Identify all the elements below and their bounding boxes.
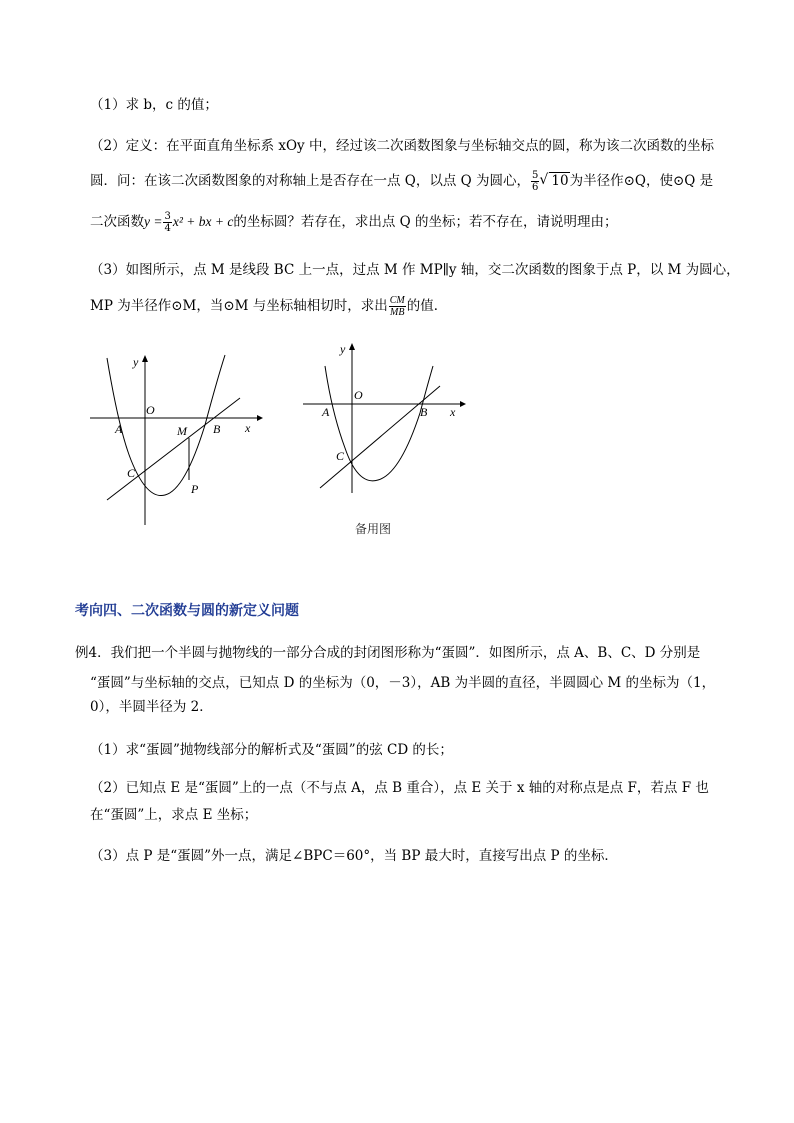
fig2-x-arrow bbox=[460, 401, 466, 407]
question-3-line-1: （3）如图所示，点 M 是线段 BC 上一点，过点 M 作 MP∥y 轴，交二次函数的图象于点 P，以 M 为圆心， bbox=[90, 262, 740, 278]
fig2-caption: 备用图 bbox=[355, 522, 392, 536]
q2-line3-fraction bbox=[163, 211, 171, 234]
question-2-line-1: （2）定义：在平面直角坐标系 xOy 中，经过该二次函数图象与坐标轴交点的圆，称为该二次函数的坐标 bbox=[90, 138, 714, 154]
q2-line3-b: 的坐标圆？若存在，求出点 Q 的坐标；若不存在，请说明理由； bbox=[233, 214, 618, 230]
fig1-label-y: y bbox=[133, 355, 139, 369]
fig2-line-bc bbox=[320, 386, 440, 488]
fig1-label-c: C bbox=[127, 466, 136, 480]
example-4-line-2: “蛋圆”与坐标轴的交点，已知点 D 的坐标为（0，－3），AB 为半圆的直径，半圆圆心 M 的坐标为（1， bbox=[90, 675, 716, 691]
q2-frac-num: 5 bbox=[532, 170, 539, 181]
fig2-label-o: O bbox=[354, 388, 363, 402]
q2-text-a: 圆．问：在该二次函数图象的对称轴上是否存在一点 Q，以点 Q 为圆心， bbox=[90, 173, 531, 189]
q3-frac-num: CM bbox=[389, 295, 405, 306]
q2-text-b: 为半径作⊙Q，使⊙Q 是 bbox=[569, 173, 714, 189]
question-2-line-3 bbox=[90, 211, 618, 234]
fig1-label-a: A bbox=[115, 422, 123, 436]
fig2-label-b: B bbox=[420, 405, 428, 419]
q2-line3-fden: 4 bbox=[164, 223, 171, 234]
q3-frac-den: MB bbox=[390, 307, 405, 318]
fig1-label-b: B bbox=[213, 422, 221, 436]
q2-sqrt: √ 10 bbox=[549, 172, 569, 189]
example-4-question-2-line-1: （2）已知点 E 是“蛋圆”上的一点（不与点 A，点 B 重合），点 E 关于 x 轴的对称点是点 F，若点 F 也 bbox=[90, 780, 709, 796]
q2-line3-y: y = bbox=[144, 214, 163, 229]
q2-fraction bbox=[531, 170, 539, 193]
example-4-line-1: 例4．我们把一个半圆与抛物线的一部分合成的封闭图形称为“蛋圆”．如图所示，点 A、B、C、D 分别是 bbox=[75, 645, 701, 661]
fig2-label-y: y bbox=[340, 342, 346, 356]
fig2-label-a: A bbox=[322, 405, 330, 419]
figure-2 bbox=[300, 338, 475, 498]
fig1-y-arrow bbox=[142, 355, 148, 362]
q2-line3-poly: x² + bx + c bbox=[172, 214, 234, 229]
fig1-label-o: O bbox=[146, 403, 155, 417]
fig2-y-arrow bbox=[349, 343, 355, 350]
q3-fraction bbox=[389, 295, 406, 318]
example-4-question-3: （3）点 P 是“蛋圆”外一点，满足∠BPC＝60°，当 BP 最大时，直接写出点 P 的坐标． bbox=[90, 848, 618, 864]
q3-text-a: MP 为半径作⊙M，当⊙M 与坐标轴相切时，求出 bbox=[90, 298, 388, 314]
fig1-label-p: P bbox=[191, 482, 199, 496]
question-3-line-2 bbox=[90, 295, 447, 318]
question-1: （1）求 b，c 的值； bbox=[90, 97, 218, 113]
fig1-label-x: x bbox=[245, 421, 251, 435]
section-heading: 考向四、二次函数与圆的新定义问题 bbox=[75, 603, 299, 619]
example-4-question-1: （1）求“蛋圆”抛物线部分的解析式及“蛋圆”的弦 CD 的长； bbox=[90, 742, 453, 758]
fig2-parabola bbox=[325, 366, 433, 481]
fig1-parabola bbox=[107, 355, 225, 496]
fig1-label-m: M bbox=[177, 424, 187, 438]
q2-line3-fnum: 3 bbox=[164, 211, 171, 222]
figure-1 bbox=[85, 350, 265, 530]
fig2-label-x: x bbox=[450, 405, 456, 419]
fig2-label-c: C bbox=[336, 449, 345, 463]
question-2-line-2 bbox=[90, 170, 713, 193]
example-4-question-2-line-2: 在“蛋圆”上，求点 E 坐标； bbox=[90, 807, 258, 823]
fig1-x-arrow bbox=[257, 415, 263, 421]
q3-text-b: 的值． bbox=[406, 298, 448, 314]
q2-frac-den: 6 bbox=[532, 182, 539, 193]
example-4-line-3: 0），半圆半径为 2． bbox=[90, 699, 213, 715]
q2-line3-a: 二次函数 bbox=[90, 214, 144, 230]
